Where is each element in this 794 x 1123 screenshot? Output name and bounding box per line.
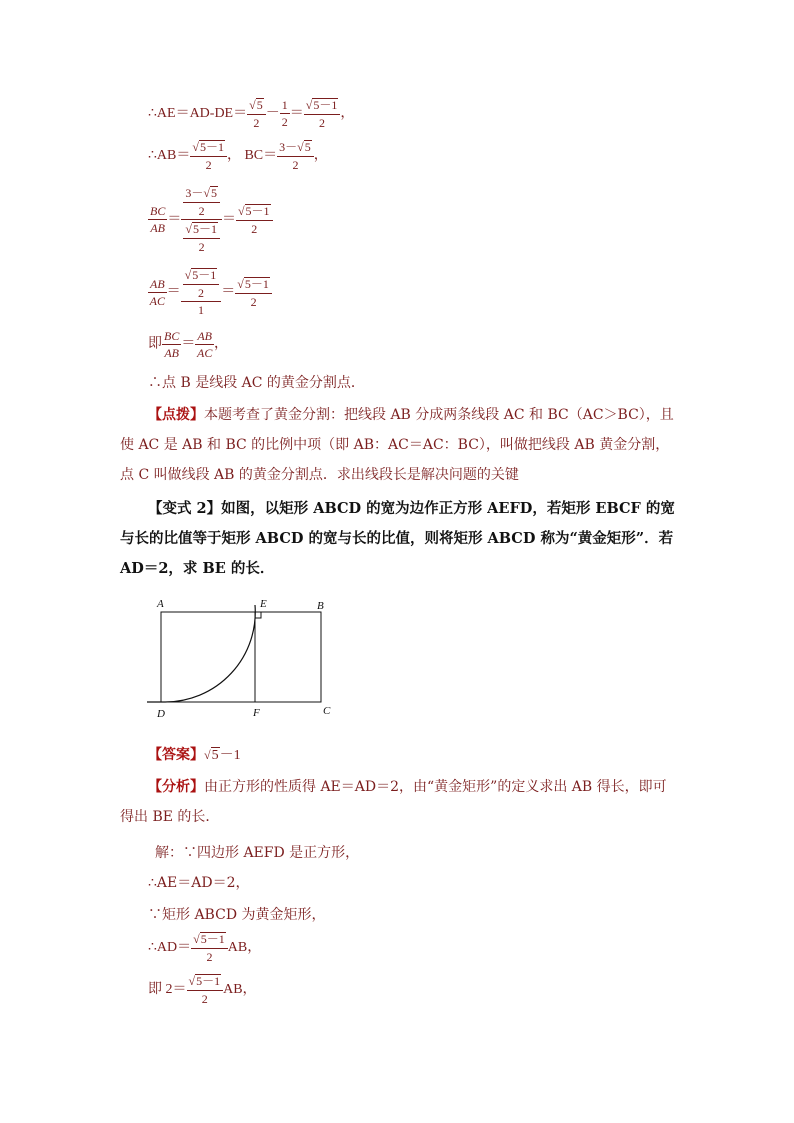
analysis-text: 由正方形的性质得 AE＝AD＝2，由“黄金矩形”的定义求出 AB 得长，即可得出 BE 的长． (120, 779, 667, 825)
denominator: AB (164, 346, 179, 360)
compound-fraction: $\frac{\frac{√5-1}{2}}{1}$ (181, 268, 222, 316)
numerator: 3－ (185, 186, 204, 200)
fraction (162, 330, 181, 359)
fraction: $\frac{3-√5}{2}$ (277, 140, 314, 171)
denominator: 2 (251, 222, 258, 237)
radicand: 5－1 (192, 222, 217, 237)
label-c: C (323, 705, 331, 717)
text: ∴AD＝ (148, 939, 192, 955)
denominator: 2 (198, 240, 205, 255)
numerator: BC (150, 204, 166, 219)
denominator: AC (149, 293, 165, 308)
radicand: 5－1 (245, 204, 270, 219)
denominator: 2 (250, 294, 257, 309)
text: ， (214, 336, 229, 352)
answer-sqrt: √5 (204, 748, 219, 763)
text: AB， (227, 939, 262, 955)
denominator: 2 (292, 158, 299, 173)
label-a: A (157, 598, 164, 610)
radicand: 5 (210, 186, 217, 200)
radicand: 5－1 (192, 268, 217, 282)
fraction: $\frac{√5-1}{2}$ (235, 277, 272, 308)
label-e: E (260, 598, 267, 610)
fraction: $\frac{√5-1}{2}$ (304, 98, 341, 129)
radicand: 5 (211, 748, 219, 763)
text: ∴AB＝ (148, 147, 191, 163)
fraction: $\frac{√5-1}{2}$ (191, 932, 228, 963)
text: ， BC＝ (226, 147, 278, 163)
denominator: 2 (253, 116, 260, 131)
fraction: $\frac{√5-1}{2}$ (187, 974, 224, 1005)
answer-tag: 【答案】 (148, 748, 204, 763)
fraction: $\frac{√5-1}{2}$ (236, 204, 273, 235)
right-angle-mark (255, 612, 261, 618)
denominator: 2 (201, 992, 208, 1007)
denominator: 2 (281, 115, 288, 130)
radicand: 5－1 (196, 974, 221, 988)
fraction (195, 330, 214, 359)
step-ab-bc (148, 140, 328, 171)
label-f: F (253, 707, 260, 719)
bianshi-tag: 【变式 2】 (148, 500, 222, 517)
text: 即 2＝ (148, 981, 187, 997)
solution-line-5 (148, 974, 257, 1005)
text: ， (313, 147, 328, 163)
denominator: AC (197, 346, 213, 360)
arc (147, 605, 255, 702)
fraction: $\frac{√5-1}{2}$ (190, 140, 227, 171)
dianbo-paragraph (120, 400, 680, 490)
denominator: 1 (197, 303, 204, 318)
dianbo-text: 本题考查了黄金分割：把线段 AB 分成两条线段 AC 和 BC（AC＞BC），且使 AC 是 AB 和 BC 的比例中项（即 AB：AC＝AC：BC），叫做把线段 AB 黄金分割，点 C 叫做线段 AB 的黄金分割点．求出线段长是解决问题的关键 (120, 407, 674, 483)
solution-line-1: 解：∵四边形 AEFD 是正方形， (155, 845, 360, 861)
label-b: B (317, 600, 324, 612)
radicand: 5 (304, 140, 311, 154)
denominator: 2 (319, 116, 326, 131)
bianshi-paragraph (120, 494, 680, 584)
text: ∴AE＝AD-DE＝ (148, 105, 248, 121)
fraction (148, 205, 167, 234)
ratio-bc-ab: $\frac{BC}{AB}$ ＝ $\frac{\frac{3-√5}{2}}{\frac{√5-1}{2}}$ ＝ $\frac{√5-1}{2}$ (148, 186, 273, 253)
numerator: 3－ (279, 140, 298, 154)
bianshi-text: 如图，以矩形 ABCD 的宽为边作正方形 AEFD，若矩形 EBCF 的宽与长的比值等于矩形 ABCD 的宽与长的比值，则将矩形 ABCD 称为“黄金矩形”．若 AD＝2，求 BE 的长． (120, 500, 675, 577)
analysis-paragraph (120, 772, 680, 832)
fraction (280, 99, 290, 128)
fraction (148, 278, 167, 307)
golden-rectangle-figure (145, 595, 345, 725)
numerator: AB (197, 329, 213, 343)
analysis-tag: 【分析】 (148, 779, 204, 795)
compound-fraction: $\frac{\frac{3-√5}{2}}{\frac{√5-1}{2}}$ (181, 186, 222, 253)
conclusion: ∴点 B 是线段 AC 的黄金分割点． (148, 375, 365, 391)
text: － (265, 105, 280, 121)
solution-line-3: ∵矩形 ABCD 为黄金矩形， (148, 907, 326, 923)
text: AB， (223, 981, 257, 997)
step-ae (148, 98, 354, 129)
text: 即 (148, 336, 162, 352)
radicand: 5－1 (244, 276, 269, 291)
radicand: 5－1 (313, 98, 338, 112)
denominator: 2 (205, 158, 212, 173)
numerator: 1 (281, 98, 288, 113)
ratio-ab-ac: $\frac{AB}{AC}$ ＝ $\frac{\frac{√5-1}{2}}{1}$ ＝ $\frac{√5-1}{2}$ (148, 268, 272, 316)
radicand: 5－1 (199, 140, 224, 154)
answer-line (148, 744, 241, 764)
denominator: AB (150, 221, 165, 236)
radicand: 5 (256, 98, 263, 112)
rectangle-abcd (161, 612, 321, 702)
dianbo-tag: 【点拨】 (148, 407, 204, 423)
text: ， (340, 105, 355, 121)
solution-line-2: ∴AE＝AD＝2， (148, 875, 250, 891)
fraction: $\frac{√5}{2}$ (247, 98, 266, 129)
denominator: 2 (198, 204, 205, 219)
ji-equation: 即 $\frac{BC}{AB}$ ＝ $\frac{AB}{AC}$ ， (148, 329, 229, 360)
label-d: D (157, 708, 165, 720)
radicand: 5－1 (200, 932, 225, 946)
denominator: 2 (197, 286, 204, 301)
denominator: 2 (206, 950, 213, 965)
text: －1 (219, 748, 241, 763)
numerator: BC (164, 329, 180, 343)
numerator: AB (150, 276, 165, 291)
solution-line-4 (148, 932, 261, 963)
text: ＝ (289, 105, 304, 121)
